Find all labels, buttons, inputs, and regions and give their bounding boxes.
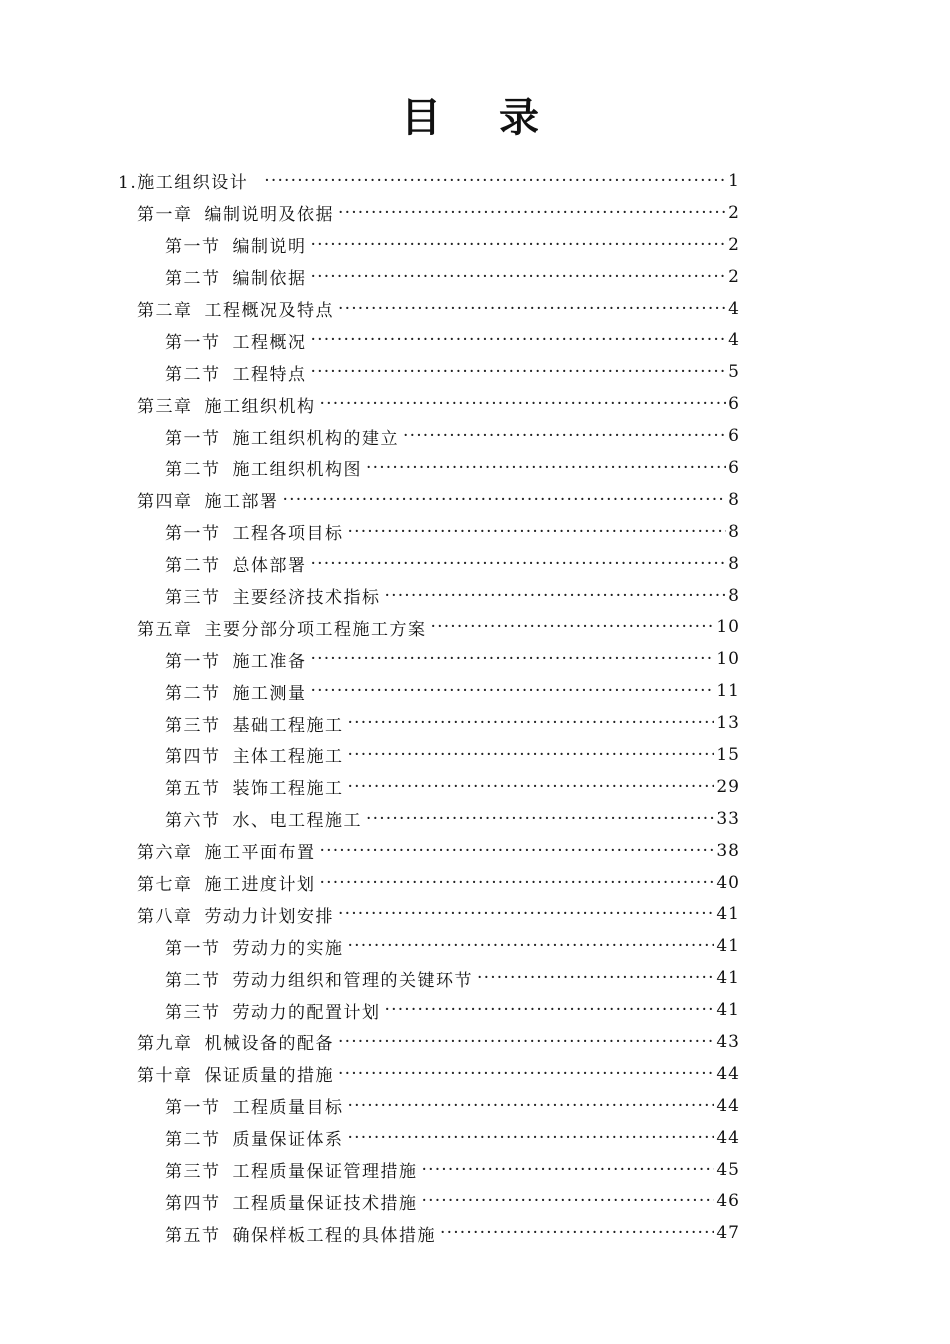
- toc-dot-leader: [403, 426, 726, 446]
- toc-entry[interactable]: [0, 388, 950, 420]
- toc-entry-text: 机械设备的配备: [204, 1034, 334, 1055]
- toc-entry[interactable]: [0, 739, 950, 771]
- toc-dot-leader: [338, 1064, 714, 1084]
- toc-entry-text: 施工测量: [232, 683, 307, 704]
- toc-entry[interactable]: [0, 452, 950, 484]
- toc-entry-number: 第四节: [165, 1193, 221, 1214]
- toc-entry-text: 劳动力组织和管理的关键环节: [232, 970, 473, 991]
- toc-entry-number: 第五节: [165, 1225, 221, 1246]
- toc-entry-text: 编制说明及依据: [204, 205, 334, 226]
- toc-page-number: 8: [728, 489, 740, 510]
- toc-dot-leader: [348, 1128, 715, 1148]
- toc-page-number: 15: [716, 744, 740, 765]
- toc-page-number: 8: [728, 553, 740, 574]
- toc-entry[interactable]: [0, 675, 950, 707]
- toc-dot-leader: [311, 330, 727, 350]
- toc-page-number: 33: [716, 808, 740, 829]
- toc-entry-text: 确保样板工程的具体措施: [232, 1225, 436, 1246]
- toc-page-number: 47: [716, 1223, 740, 1244]
- toc-entry-number: 第四节: [165, 747, 221, 768]
- toc-list: [0, 165, 950, 1249]
- toc-entry-number: 第一节: [165, 524, 221, 545]
- toc-entry-label: [137, 392, 316, 417]
- toc-entry[interactable]: [0, 867, 950, 899]
- toc-entry-number: 第二章: [137, 301, 193, 321]
- toc-entry[interactable]: [0, 580, 950, 612]
- toc-entry[interactable]: [0, 707, 950, 739]
- toc-entry-text: 施工组织机构图: [232, 460, 362, 481]
- toc-entry-text: 劳动力的实施: [232, 938, 344, 959]
- toc-dot-leader: [348, 745, 715, 765]
- toc-entry[interactable]: [0, 1217, 950, 1249]
- toc-entry[interactable]: [0, 261, 950, 293]
- toc-dot-leader: [385, 586, 727, 606]
- toc-entry-label: [165, 424, 399, 449]
- toc-page-number: 2: [728, 266, 740, 287]
- toc-entry[interactable]: [0, 1122, 950, 1154]
- toc-entry-number: 第一节: [165, 332, 221, 353]
- toc-dot-leader: [348, 522, 727, 542]
- toc-entry-text: 劳动力计划安排: [204, 906, 334, 927]
- toc-entry[interactable]: [0, 165, 950, 197]
- toc-entry-label: [165, 998, 381, 1023]
- toc-entry-number: 第二节: [165, 364, 221, 385]
- toc-entry[interactable]: [0, 611, 950, 643]
- toc-page-number: 41: [716, 1000, 740, 1021]
- toc-page-number: 2: [728, 234, 740, 255]
- toc-entry-text: 工程质量保证技术措施: [232, 1193, 418, 1214]
- toc-entry-label: [165, 551, 307, 576]
- toc-entry-label: [137, 1061, 334, 1086]
- toc-entry-label: [165, 455, 362, 480]
- toc-dot-leader: [338, 1032, 714, 1052]
- toc-page-number: 10: [716, 617, 740, 638]
- toc-entry-number: 第一节: [165, 651, 221, 672]
- toc-entry-label: [118, 168, 260, 193]
- toc-entry-label: [165, 711, 344, 736]
- toc-entry-label: [165, 742, 344, 767]
- toc-entry-label: [165, 1093, 344, 1118]
- toc-entry-label: [165, 1189, 418, 1214]
- toc-page-number: 40: [716, 872, 740, 893]
- toc-entry[interactable]: [0, 516, 950, 548]
- toc-entry[interactable]: [0, 324, 950, 356]
- toc-entry-text: 水、电工程施工: [232, 811, 362, 832]
- toc-entry-label: [165, 1125, 344, 1150]
- toc-entry-text: 编制说明: [232, 237, 307, 258]
- toc-entry-text: 施工进度计划: [204, 875, 316, 896]
- toc-entry[interactable]: [0, 1026, 950, 1058]
- toc-entry-label: [165, 232, 307, 257]
- toc-entry-text: 编制依据: [232, 269, 307, 290]
- toc-entry-number: 第六章: [137, 843, 193, 864]
- toc-entry-text: 施工准备: [232, 651, 307, 672]
- toc-entry-number: 第一章: [137, 205, 193, 226]
- toc-page-number: 8: [728, 521, 740, 542]
- toc-dot-leader: [311, 681, 715, 701]
- toc-entry-text: 劳动力的配置计划: [232, 1002, 381, 1023]
- toc-dot-leader: [431, 617, 715, 637]
- toc-dot-leader: [348, 936, 715, 956]
- toc-entry-label: [165, 679, 307, 704]
- toc-entry-number: 第二节: [165, 683, 221, 704]
- toc-entry-number: 第十章: [137, 1066, 193, 1087]
- toc-entry-number: 第一节: [165, 1098, 221, 1119]
- toc-entry-number: 第五节: [165, 779, 221, 800]
- toc-page-number: 6: [728, 457, 740, 478]
- toc-entry[interactable]: [0, 548, 950, 580]
- toc-entry-number: 第七章: [137, 875, 193, 896]
- toc-entry-text: 工程质量保证管理措施: [232, 1162, 418, 1183]
- toc-dot-leader: [477, 968, 714, 988]
- toc-entry-text: 施工组织机构的建立: [232, 428, 399, 449]
- toc-entry-number: 第一节: [165, 428, 221, 449]
- toc-entry-number: 第二节: [165, 556, 221, 577]
- toc-dot-leader: [422, 1191, 715, 1211]
- toc-entry-text: 基础工程施工: [232, 715, 344, 736]
- toc-entry-text: 质量保证体系: [232, 1130, 344, 1151]
- toc-entry[interactable]: [0, 420, 950, 452]
- toc-page-number: 29: [716, 776, 740, 797]
- toc-entry-number: 第八章: [137, 906, 193, 927]
- toc-dot-leader: [338, 299, 726, 319]
- toc-entry-label: [165, 583, 381, 608]
- toc-dot-leader: [320, 873, 715, 893]
- toc-entry[interactable]: [0, 197, 950, 229]
- toc-entry-number: 第三节: [165, 1162, 221, 1183]
- toc-page-number: 1: [728, 170, 740, 191]
- toc-entry-number: 第四章: [137, 492, 193, 513]
- toc-page-number: 41: [716, 904, 740, 925]
- toc-entry-label: [165, 774, 344, 799]
- toc-entry[interactable]: [0, 771, 950, 803]
- toc-entry-text: 工程特点: [232, 364, 307, 385]
- toc-entry-text: 工程质量目标: [232, 1098, 344, 1119]
- toc-entry[interactable]: [0, 803, 950, 835]
- toc-entry-label: [137, 200, 334, 225]
- toc-entry-text: 施工平面布置: [204, 843, 316, 864]
- toc-page-number: 38: [716, 840, 740, 861]
- toc-dot-leader: [264, 171, 726, 191]
- page-title: 目 录: [401, 95, 561, 141]
- toc-dot-leader: [283, 490, 727, 510]
- toc-page-number: 44: [716, 1095, 740, 1116]
- toc-entry-label: [165, 360, 307, 385]
- toc-entry-text: 总体部署: [232, 556, 307, 577]
- toc-dot-leader: [440, 1223, 714, 1243]
- toc-entry-text: 工程概况: [232, 332, 307, 353]
- toc-page-number: 41: [716, 968, 740, 989]
- toc-page-number: 6: [728, 426, 740, 447]
- toc-entry[interactable]: [0, 930, 950, 962]
- toc-entry-number: 1.施工组织设计: [118, 173, 249, 194]
- toc-page-number: 13: [716, 713, 740, 734]
- toc-entry-text: 工程各项目标: [232, 524, 344, 545]
- toc-entry-label: [137, 1029, 334, 1054]
- toc-entry-label: [165, 1221, 436, 1246]
- toc-entry[interactable]: [0, 994, 950, 1026]
- toc-entry-label: [165, 966, 473, 991]
- toc-entry-label: [165, 519, 344, 544]
- toc-entry-number: 第二节: [165, 269, 221, 290]
- toc-entry[interactable]: [0, 229, 950, 261]
- toc-entry[interactable]: [0, 293, 950, 325]
- toc-dot-leader: [311, 267, 727, 287]
- toc-page-number: 6: [728, 394, 740, 415]
- toc-entry-number: 第三节: [165, 1002, 221, 1023]
- toc-page-number: 41: [716, 936, 740, 957]
- toc-page-number: 4: [728, 298, 740, 319]
- toc-entry-number: 第三节: [165, 715, 221, 736]
- toc-dot-leader: [311, 235, 727, 255]
- toc-dot-leader: [366, 458, 726, 478]
- toc-entry[interactable]: [0, 835, 950, 867]
- toc-dot-leader: [320, 841, 715, 861]
- toc-entry-label: [165, 328, 307, 353]
- toc-entry-label: [165, 1157, 418, 1182]
- toc-entry[interactable]: [0, 1090, 950, 1122]
- toc-page-number: 45: [716, 1159, 740, 1180]
- toc-entry-text: 主要分部分项工程施工方案: [204, 619, 427, 640]
- toc-entry-text: 施工部署: [204, 492, 279, 513]
- toc-entry-label: [165, 934, 344, 959]
- toc-page-number: 2: [728, 202, 740, 223]
- toc-entry[interactable]: [0, 1058, 950, 1090]
- toc-entry[interactable]: [0, 962, 950, 994]
- toc-page-number: 4: [728, 330, 740, 351]
- toc-dot-leader: [311, 554, 727, 574]
- toc-entry-number: 第五章: [137, 619, 193, 640]
- toc-entry-text: 保证质量的措施: [204, 1066, 334, 1087]
- toc-dot-leader: [311, 649, 715, 669]
- toc-page-number: 10: [716, 649, 740, 670]
- toc-dot-leader: [366, 809, 714, 829]
- toc-entry[interactable]: [0, 484, 950, 516]
- toc-entry-text: 施工组织机构: [204, 396, 316, 417]
- toc-entry-label: [165, 806, 362, 831]
- toc-entry[interactable]: [0, 356, 950, 388]
- toc-dot-leader: [338, 203, 726, 223]
- toc-dot-leader: [348, 713, 715, 733]
- toc-entry-number: 第二节: [165, 460, 221, 481]
- toc-entry-label: [137, 902, 334, 927]
- toc-entry-number: 第三章: [137, 396, 193, 417]
- toc-entry-number: 第一节: [165, 237, 221, 258]
- toc-dot-leader: [311, 362, 727, 382]
- toc-entry-text: 工程概况及特点: [204, 301, 334, 321]
- toc-entry-label: [165, 647, 307, 672]
- toc-entry-number: 第二节: [165, 970, 221, 991]
- toc-dot-leader: [338, 904, 714, 924]
- toc-entry-number: 第九章: [137, 1034, 193, 1055]
- toc-dot-leader: [320, 394, 727, 414]
- toc-entry[interactable]: [0, 643, 950, 675]
- toc-entry[interactable]: [0, 898, 950, 930]
- toc-entry-number: 第一节: [165, 938, 221, 959]
- toc-page-number: 44: [716, 1063, 740, 1084]
- toc-page-number: 11: [716, 681, 740, 702]
- toc-entry-number: 第三节: [165, 588, 221, 609]
- toc-entry-label: [137, 870, 316, 895]
- toc-entry-number: 第二节: [165, 1130, 221, 1151]
- toc-entry-label: [137, 615, 427, 640]
- toc-page-number: 44: [716, 1127, 740, 1148]
- toc-dot-leader: [385, 1000, 715, 1020]
- toc-page-number: 8: [728, 585, 740, 606]
- toc-dot-leader: [422, 1160, 715, 1180]
- toc-page-number: 5: [728, 362, 740, 383]
- toc-entry-label: [137, 296, 334, 321]
- toc-entry-text: 主要经济技术指标: [232, 588, 381, 609]
- toc-page-number: 43: [716, 1031, 740, 1052]
- toc-dot-leader: [348, 1096, 715, 1116]
- toc-entry-label: [137, 838, 316, 863]
- toc-entry[interactable]: [0, 1154, 950, 1186]
- toc-entry[interactable]: [0, 1186, 950, 1218]
- toc-entry-label: [165, 264, 307, 289]
- toc-entry-text: 装饰工程施工: [232, 779, 344, 800]
- toc-entry-number: 第六节: [165, 811, 221, 832]
- toc-entry-label: [137, 487, 279, 512]
- toc-entry-text: 主体工程施工: [232, 747, 344, 768]
- toc-dot-leader: [348, 777, 715, 797]
- toc-page-number: 46: [716, 1191, 740, 1212]
